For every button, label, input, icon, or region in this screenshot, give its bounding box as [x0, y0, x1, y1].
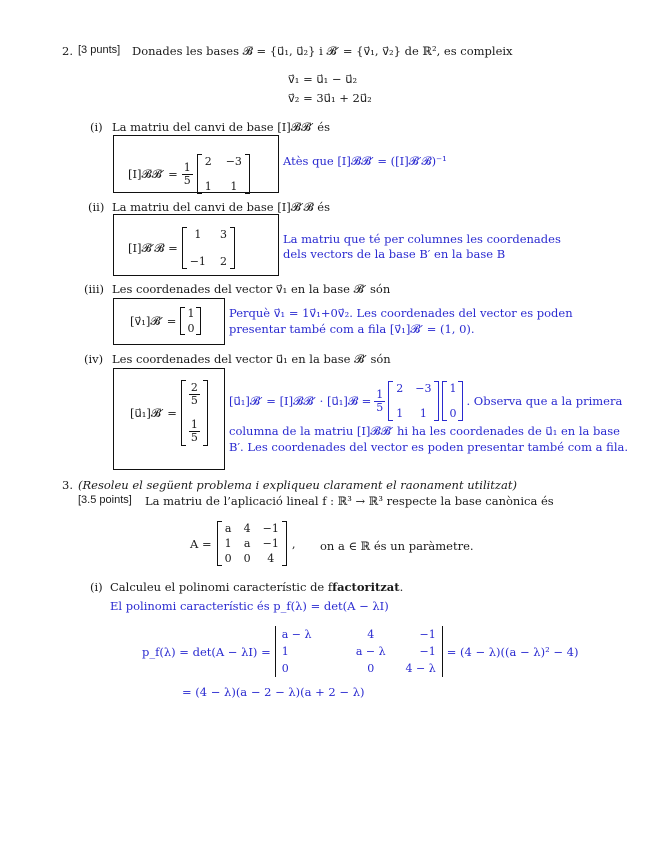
- problem-2-points: [3 punts]: [78, 44, 121, 56]
- poly-rhs: = (4 − λ)((a − λ)² − 4): [446, 644, 579, 659]
- part-3i-bold: factoritzat: [332, 580, 400, 594]
- part-3i-text: [110, 580, 403, 594]
- characteristic-polynomial: [142, 626, 578, 677]
- part-iv-label: (iv): [84, 352, 104, 366]
- matrix-cell: 2: [396, 382, 404, 395]
- matrix-cell: 4: [267, 552, 275, 565]
- fraction-denominator: 5: [190, 394, 198, 407]
- part-iii-label: (iii): [84, 282, 105, 296]
- fraction-denominator: 5: [376, 400, 384, 414]
- problem-3-points: [3.5 points]: [78, 494, 132, 506]
- formula-iii: [130, 307, 201, 335]
- matrix-cell: 0: [224, 552, 232, 565]
- formula-iii-lhs: [v⃗₁]𝓑′ =: [130, 314, 177, 328]
- answer-3i-intro: El polinomi característic és p_f(λ) = det(A − λI): [110, 599, 389, 613]
- fraction-denominator: 5: [190, 431, 198, 444]
- det-cell: a − λ: [281, 628, 312, 641]
- right-bracket: [282, 521, 287, 566]
- matrix-cell: −1: [262, 522, 279, 535]
- right-bracket: [245, 154, 250, 194]
- formula-i-lhs: [I]𝓑𝓑′ =: [128, 167, 178, 181]
- answer-iv-lhs: [u⃗₁]𝓑′ = [I]𝓑𝓑′ · [u⃗₁]𝓑 =: [229, 394, 372, 408]
- part-3i-label: (i): [90, 580, 103, 594]
- matrix-cell: −1: [189, 255, 206, 268]
- answer-iv-line3: B′. Les coordenades del vector es poden presentar també com a fila.: [229, 440, 629, 454]
- part-ii-label: (ii): [88, 200, 105, 214]
- problem-3-instruction: (Resoleu el següent problema i expliqueu clarament el raonament utilitzat): [78, 478, 517, 492]
- part-iv-text: Les coordenades del vector u⃗₁ en la base 𝓑′ són: [112, 352, 391, 366]
- formula-ii-lhs: [I]𝓑′𝓑 =: [128, 241, 178, 255]
- poly-lhs: p_f(λ) = det(A − λI) =: [142, 644, 271, 659]
- formula-iv-lhs: [u⃗₁]𝓑′ =: [130, 406, 177, 420]
- part-i-label: (i): [90, 120, 103, 134]
- poly-factorized: = (4 − λ)(a − 2 − λ)(a + 2 − λ): [182, 685, 365, 699]
- right-bracket: [434, 381, 439, 421]
- det-cell: a − λ: [355, 645, 386, 658]
- matrix-A-condition: on a ∈ ℝ és un paràmetre.: [320, 539, 474, 553]
- part-3i-end: .: [399, 580, 404, 594]
- determinant: [275, 626, 443, 677]
- det-cell: 4: [367, 628, 375, 641]
- fraction-numerator: 2: [190, 381, 198, 394]
- right-bar: [442, 626, 443, 677]
- part-iii-text: Les coordenades del vector v⃗₁ en la base 𝓑′ són: [112, 282, 391, 296]
- matrix-cell: 0: [243, 552, 251, 565]
- det-cell: 1: [281, 645, 289, 658]
- matrix-cell: 3: [219, 228, 227, 241]
- equation-v1: v⃗₁ = u⃗₁ − u⃗₂: [288, 72, 358, 86]
- matrix-cell: −3: [225, 155, 242, 168]
- det-cell: −1: [419, 645, 436, 658]
- right-bracket: [196, 307, 201, 335]
- matrix-cell: 2: [204, 155, 212, 168]
- equation-v2: v⃗₂ = 3u⃗₁ + 2u⃗₂: [288, 91, 372, 105]
- matrix-A-comma: ,: [291, 536, 296, 551]
- fraction-numerator: 1: [183, 160, 191, 174]
- matrix-A-definition: [190, 521, 295, 566]
- fraction-numerator: 1: [190, 418, 198, 431]
- vector-entry-bottom: [189, 419, 200, 444]
- vector-cell: 0: [187, 322, 195, 335]
- det-cell: 0: [281, 662, 289, 675]
- answer-iv-line1: [229, 381, 622, 421]
- problem-3-number: 3.: [62, 478, 73, 492]
- formula-ii: [128, 227, 235, 269]
- vector-iv: [181, 380, 208, 446]
- answer-i: Atès que [I]𝓑𝓑′ = ([I]𝓑′𝓑)⁻¹: [283, 154, 447, 168]
- formula-i: [128, 154, 250, 194]
- matrix-A-lhs: A =: [190, 536, 212, 551]
- problem-2-number: 2.: [62, 44, 73, 58]
- vector-cell: 1: [187, 307, 195, 320]
- right-bracket: [458, 381, 463, 421]
- fraction-denominator: 5: [183, 173, 191, 187]
- matrix-cell: 1: [396, 407, 404, 420]
- det-cell: −1: [419, 628, 436, 641]
- matrix-cell: 1: [230, 180, 238, 193]
- det-cell: 4 − λ: [405, 662, 436, 675]
- answer-iv-matrix: [388, 381, 439, 421]
- fraction-one-fifth: [374, 389, 385, 414]
- matrix-i: [197, 154, 250, 194]
- matrix-cell: a: [224, 522, 232, 535]
- matrix-cell: 1: [194, 228, 202, 241]
- matrix-cell: −3: [415, 382, 432, 395]
- matrix-cell: 1: [419, 407, 427, 420]
- matrix-ii: [182, 227, 235, 269]
- matrix-cell: 1: [204, 180, 212, 193]
- matrix-A: [217, 521, 287, 566]
- right-bracket: [230, 227, 235, 269]
- det-cell: 0: [367, 662, 375, 675]
- matrix-cell: 4: [243, 522, 251, 535]
- fraction-one-fifth: [182, 162, 193, 187]
- problem-2-intro: Donades les bases 𝓑 = {u⃗₁, u⃗₂} i 𝓑′ = {v⃗₁, v⃗₂} de ℝ², es compleix: [132, 44, 513, 58]
- matrix-cell: 1: [224, 537, 232, 550]
- answer-iii-line1: Perquè v⃗₁ = 1v⃗₁+0v⃗₂. Les coordenades del vector es poden: [229, 306, 573, 320]
- answer-iv-vector: [442, 381, 463, 421]
- matrix-cell: −1: [262, 537, 279, 550]
- answer-ii-line1: La matriu que té per columnes les coordenades: [283, 232, 561, 246]
- matrix-cell: 2: [219, 255, 227, 268]
- part-i-text: La matriu del canvi de base [I]𝓑𝓑′ és: [112, 120, 330, 134]
- matrix-cell: a: [243, 537, 251, 550]
- formula-iv: [130, 380, 208, 446]
- problem-3-statement: La matriu de l’aplicació lineal f : ℝ³ → ℝ³ respecte la base canònica és: [145, 494, 554, 508]
- answer-ii-line2: dels vectors de la base B′ en la base B: [283, 247, 506, 261]
- answer-iii-line2: presentar també com a fila [v⃗₁]𝓑′ = (1, 0).: [229, 322, 475, 336]
- fraction-numerator: 1: [376, 387, 384, 401]
- part-ii-text: La matriu del canvi de base [I]𝓑′𝓑 és: [112, 200, 330, 214]
- answer-iv-line2: columna de la matriu [I]𝓑𝓑′ hi ha les coordenades de u⃗₁ en la base: [229, 424, 620, 438]
- right-bracket: [203, 380, 208, 446]
- vector-cell: 0: [449, 407, 457, 420]
- vector-entry-top: [189, 382, 200, 407]
- vector-cell: 1: [449, 382, 457, 395]
- answer-iv-tail: . Observa que a la primera: [466, 394, 623, 408]
- part-3i-main: Calculeu el polinomi característic de f: [110, 580, 333, 594]
- vector-iii: [180, 307, 201, 335]
